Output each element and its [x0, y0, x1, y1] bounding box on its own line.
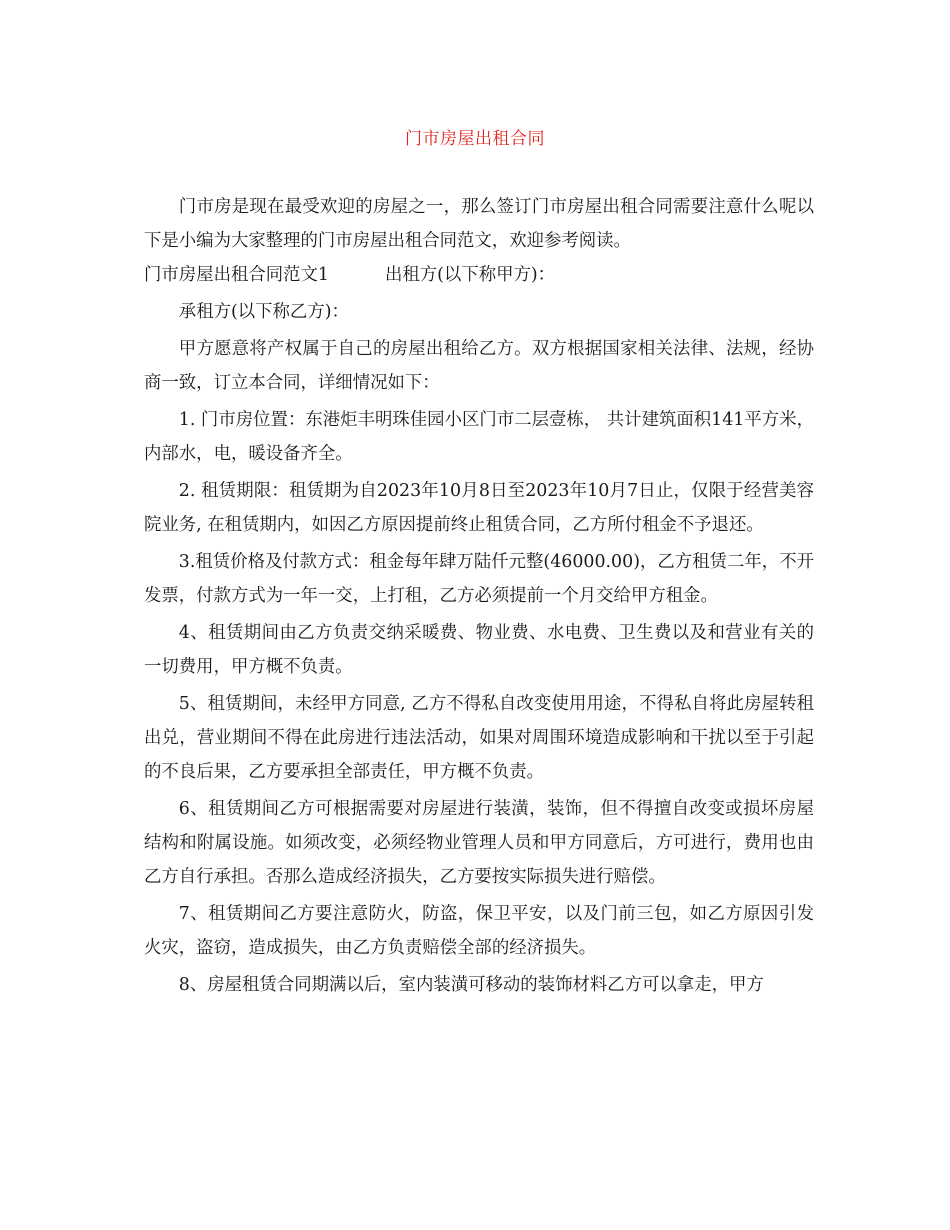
- clause-1: 1. 门市房位置：东港炬丰明珠佳园小区门市二层壹栋， 共计建筑面积141平方米，内部水，电，暖设备齐全。: [144, 410, 814, 464]
- clause-8: 8、房屋租赁合同期满以后，室内装潢可移动的装饰材料乙方可以拿走，甲方: [178, 975, 764, 995]
- clause-4: 4、租赁期间由乙方负责交纳采暖费、物业费、水电费、卫生费以及和营业有关的一切费用，甲方概不负责。: [144, 623, 814, 677]
- lessee-line: 承租方(以下称乙方)：: [178, 302, 349, 322]
- preamble-paragraph: 甲方愿意将产权属于自己的房屋出租给乙方。双方根据国家相关法律、法规，经协商一致，订立本合同，详细情况如下：: [144, 339, 814, 393]
- clause-2: 2. 租赁期限：租赁期为自2023年10月8日至2023年10月7日止，仅限于经营美容院业务, 在租赁期内，如因乙方原因提前终止租赁合同，乙方所付租金不予退还。: [144, 481, 814, 535]
- clause-5: 5、租赁期间，未经甲方同意, 乙方不得私自改变使用用途，不得私自将此房屋转租出兑，营业期间不得在此房进行违法活动，如果对周围环境造成影响和干扰以至于引起的不良后果，乙方要承担全部责任，甲方概不负责。: [144, 694, 814, 782]
- intro-paragraph: 门市房是现在最受欢迎的房屋之一，那么签订门市房屋出租合同需要注意什么呢以下是小编为大家整理的门市房屋出租合同范文，欢迎参考阅读。: [144, 197, 814, 251]
- lessor-line: 出租方(以下称甲方)：: [384, 265, 556, 285]
- clause-6: 6、租赁期间乙方可根据需要对房屋进行装潢，装饰，但不得擅自改变或损坏房屋结构和附属设施。如须改变，必须经物业管理人员和甲方同意后，方可进行，费用也由乙方自行承担。否那么造成经济损失，乙方要按实际损失进行赔偿。: [144, 799, 814, 887]
- document-body: [144, 190, 814, 1005]
- sample-label: 门市房屋出租合同范文1: [144, 265, 329, 285]
- clause-3: 3.租赁价格及付款方式：租金每年肆万陆仟元整(46000.00)，乙方租赁二年，不开发票，付款方式为一年一交，上打租，乙方必须提前一个月交给甲方租金。: [144, 552, 814, 606]
- sample-heading-line: [144, 258, 814, 292]
- document-title: 门市房屋出租合同: [405, 129, 545, 149]
- clause-7: 7、租赁期间乙方要注意防火，防盗，保卫平安，以及门前三包，如乙方原因引发火灾，盗窃，造成损失，由乙方负责赔偿全部的经济损失。: [144, 904, 814, 958]
